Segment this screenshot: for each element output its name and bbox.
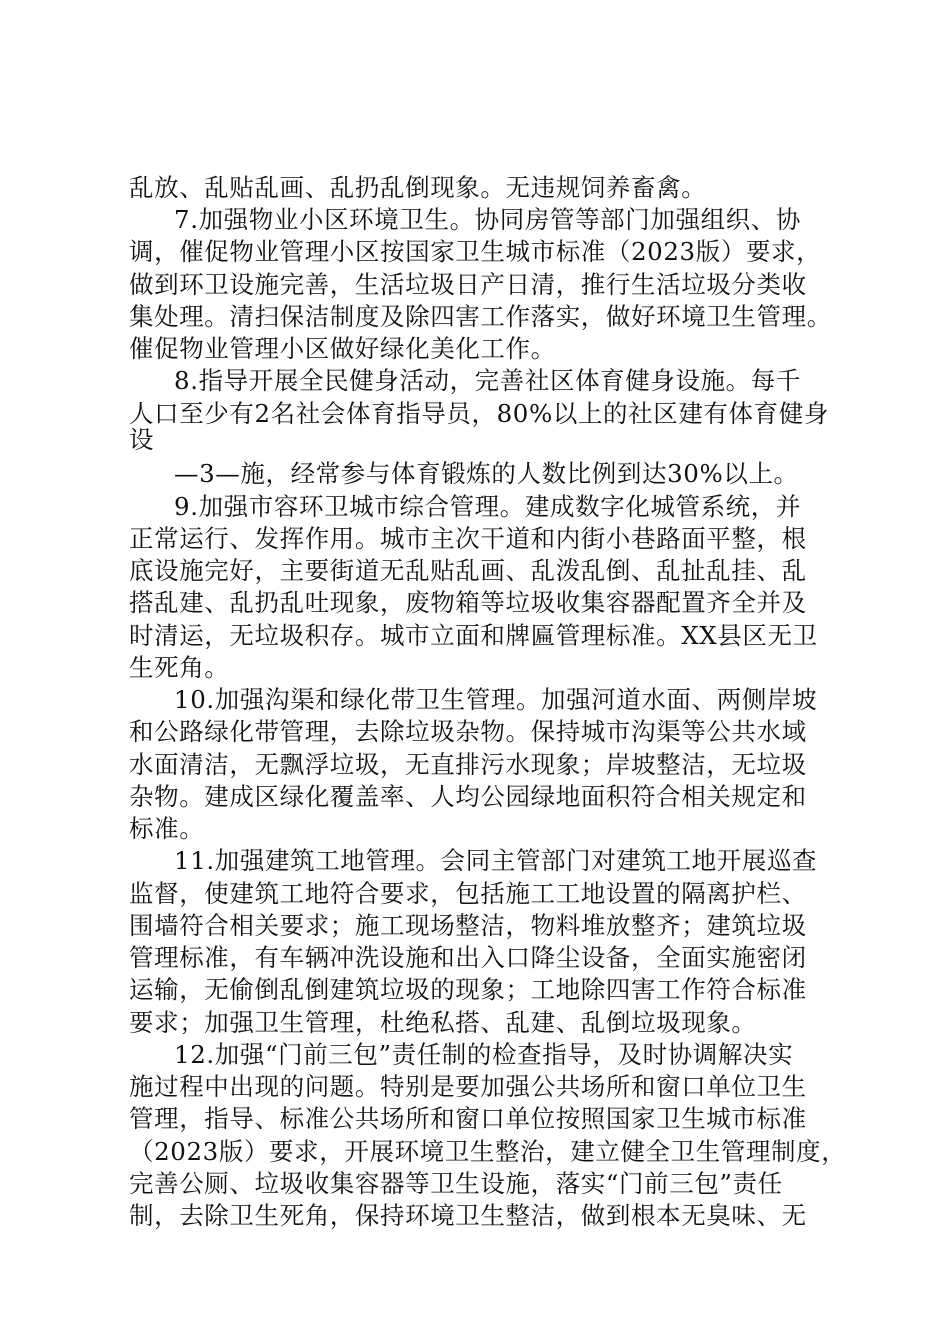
text-line: 7.加强物业小区环境卫生。协同房管等部门加强组织、协 bbox=[174, 205, 801, 234]
text-line: 管理标准，有车辆冲洗设施和出入口降尘设备，全面实施密闭 bbox=[129, 943, 807, 972]
text-line: 12.加强“门前三包”责任制的检查指导，及时协调解决实 bbox=[174, 1040, 794, 1069]
text-line: 10.加强沟渠和绿化带卫生管理。加强河道水面、两侧岸坡 bbox=[174, 685, 818, 714]
text-line: 设 bbox=[129, 425, 155, 454]
text-line: 底设施完好，主要街道无乱贴乱画、乱泼乱倒、乱扯乱挂、乱 bbox=[129, 556, 807, 585]
text-line: 制，去除卫生死角，保持环境卫生整洁，做到根本无臭味、无 bbox=[129, 1201, 807, 1230]
text-line: 催促物业管理小区做好绿化美化工作。 bbox=[129, 334, 556, 363]
text-line: 人口至少有2名社会体育指导员，80%以上的社区建有体育健身 bbox=[129, 399, 829, 428]
text-line: 和公路绿化带管理，去除垃圾杂物。保持城市沟渠等公共水域 bbox=[129, 717, 807, 746]
text-line: 完善公厕、垃圾收集容器等卫生设施，落实“门前三包”责任 bbox=[129, 1169, 783, 1198]
text-line: 调，催促物业管理小区按国家卫生城市标准（2023版）要求， bbox=[129, 237, 822, 266]
text-line: 11.加强建筑工地管理。会同主管部门对建筑工地开展巡查 bbox=[174, 846, 818, 875]
text-line: 运输，无偷倒乱倒建筑垃圾的现象；工地除四害工作符合标准 bbox=[129, 975, 807, 1004]
text-line: 杂物。建成区绿化覆盖率、人均公园绿地面积符合相关规定和 bbox=[129, 782, 807, 811]
text-line: 要求；加强卫生管理，杜绝私搭、乱建、乱倒垃圾现象。 bbox=[129, 1008, 757, 1037]
text-line: 做到环卫设施完善，生活垃圾日产日清，推行生活垃圾分类收 bbox=[129, 270, 807, 299]
text-line: （2023版）要求，开展环境卫生整治，建立健全卫生管理制度， bbox=[129, 1137, 847, 1166]
text-line: 水面清洁，无飘浮垃圾，无直排污水现象；岸坡整洁，无垃圾 bbox=[129, 750, 807, 779]
text-line: 8.指导开展全民健身活动，完善社区体育健身设施。每千 bbox=[174, 366, 801, 395]
text-line: 管理，指导、标准公共场所和窗口单位按照国家卫生城市标准 bbox=[129, 1104, 807, 1133]
text-line: 正常运行、发挥作用。城市主次干道和内街小巷路面平整，根 bbox=[129, 524, 807, 553]
text-line: 监督，使建筑工地符合要求，包括施工工地设置的隔离护栏、 bbox=[129, 879, 807, 908]
text-line: 集处理。清扫保洁制度及除四害工作落实，做好环境卫生管理。 bbox=[129, 302, 832, 331]
text-line: 乱放、乱贴乱画、乱扔乱倒现象。无违规饲养畜禽。 bbox=[129, 173, 707, 202]
text-line: 围墙符合相关要求；施工现场整洁，物料堆放整齐；建筑垃圾 bbox=[129, 911, 807, 940]
text-line: 时清运，无垃圾积存。城市立面和牌匾管理标准。XX县区无卫 bbox=[129, 621, 818, 650]
text-line: 标准。 bbox=[129, 814, 205, 843]
text-line: —3—施，经常参与体育锻炼的人数比例到达30%以上。 bbox=[174, 459, 799, 488]
text-line: 施过程中出现的问题。特别是要加强公共场所和窗口单位卫生 bbox=[129, 1072, 807, 1101]
text-line: 9.加强市容环卫城市综合管理。建成数字化城管系统，并 bbox=[174, 492, 801, 521]
text-line: 搭乱建、乱扔乱吐现象，废物箱等垃圾收集容器配置齐全并及 bbox=[129, 588, 807, 617]
text-line: 生死角。 bbox=[129, 653, 230, 682]
